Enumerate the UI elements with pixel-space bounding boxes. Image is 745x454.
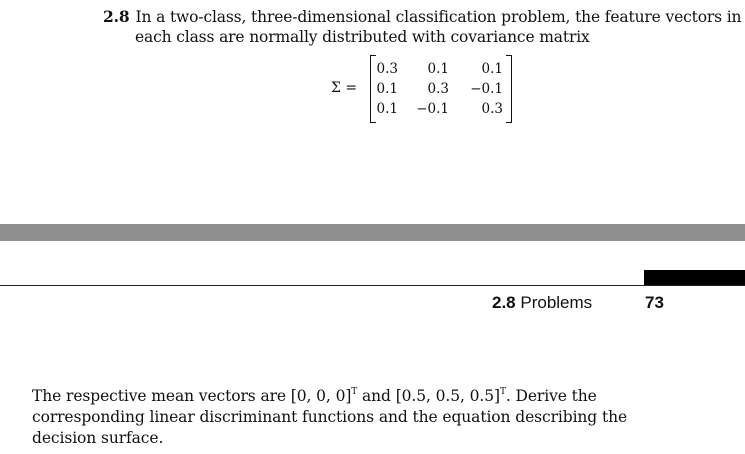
header-rule xyxy=(0,285,745,286)
continuation-line-2: corresponding linear discriminant functions and the equation describing the xyxy=(32,408,628,426)
matrix-cell: 0.1 xyxy=(427,61,449,77)
matrix-cell: 0.1 xyxy=(481,61,503,77)
covariance-matrix xyxy=(370,55,512,123)
problem-text-line-2: each class are normally distributed with covariance matrix xyxy=(135,28,590,46)
matrix-cell: −0.1 xyxy=(470,81,503,97)
page-number: 73 xyxy=(645,293,664,312)
matrix-cell: 0.3 xyxy=(427,81,449,97)
matrix-cell: 0.3 xyxy=(376,61,398,77)
page-break-band xyxy=(0,224,745,241)
matrix-row xyxy=(370,60,512,78)
continuation-text-b: and [0.5, 0.5, 0.5] xyxy=(357,387,500,405)
matrix-cell: 0.3 xyxy=(481,101,503,117)
running-header xyxy=(492,293,592,313)
matrix-row xyxy=(370,100,512,118)
continuation-line-3: decision surface. xyxy=(32,429,164,447)
sigma-symbol: Σ = xyxy=(331,80,358,96)
problem-number: 2.8 xyxy=(103,7,130,26)
header-black-tab xyxy=(644,270,745,285)
problem-text-line-1: In a two-class, three-dimensional classification problem, the feature vectors in xyxy=(135,8,742,26)
problem-statement-line-1 xyxy=(103,7,741,27)
continuation-text-a: The respective mean vectors are [0, 0, 0] xyxy=(32,387,352,405)
matrix-cell: −0.1 xyxy=(416,101,449,117)
matrix-cell: 0.1 xyxy=(376,81,398,97)
continuation-text-c: . Derive the xyxy=(505,387,597,405)
matrix-row xyxy=(370,80,512,98)
continuation-line-1 xyxy=(32,386,597,407)
header-section-title: Problems xyxy=(520,293,593,312)
transpose-superscript: T xyxy=(499,387,506,397)
matrix-cell: 0.1 xyxy=(376,101,398,117)
header-section-number: 2.8 xyxy=(492,293,516,312)
transpose-superscript: T xyxy=(351,387,358,397)
